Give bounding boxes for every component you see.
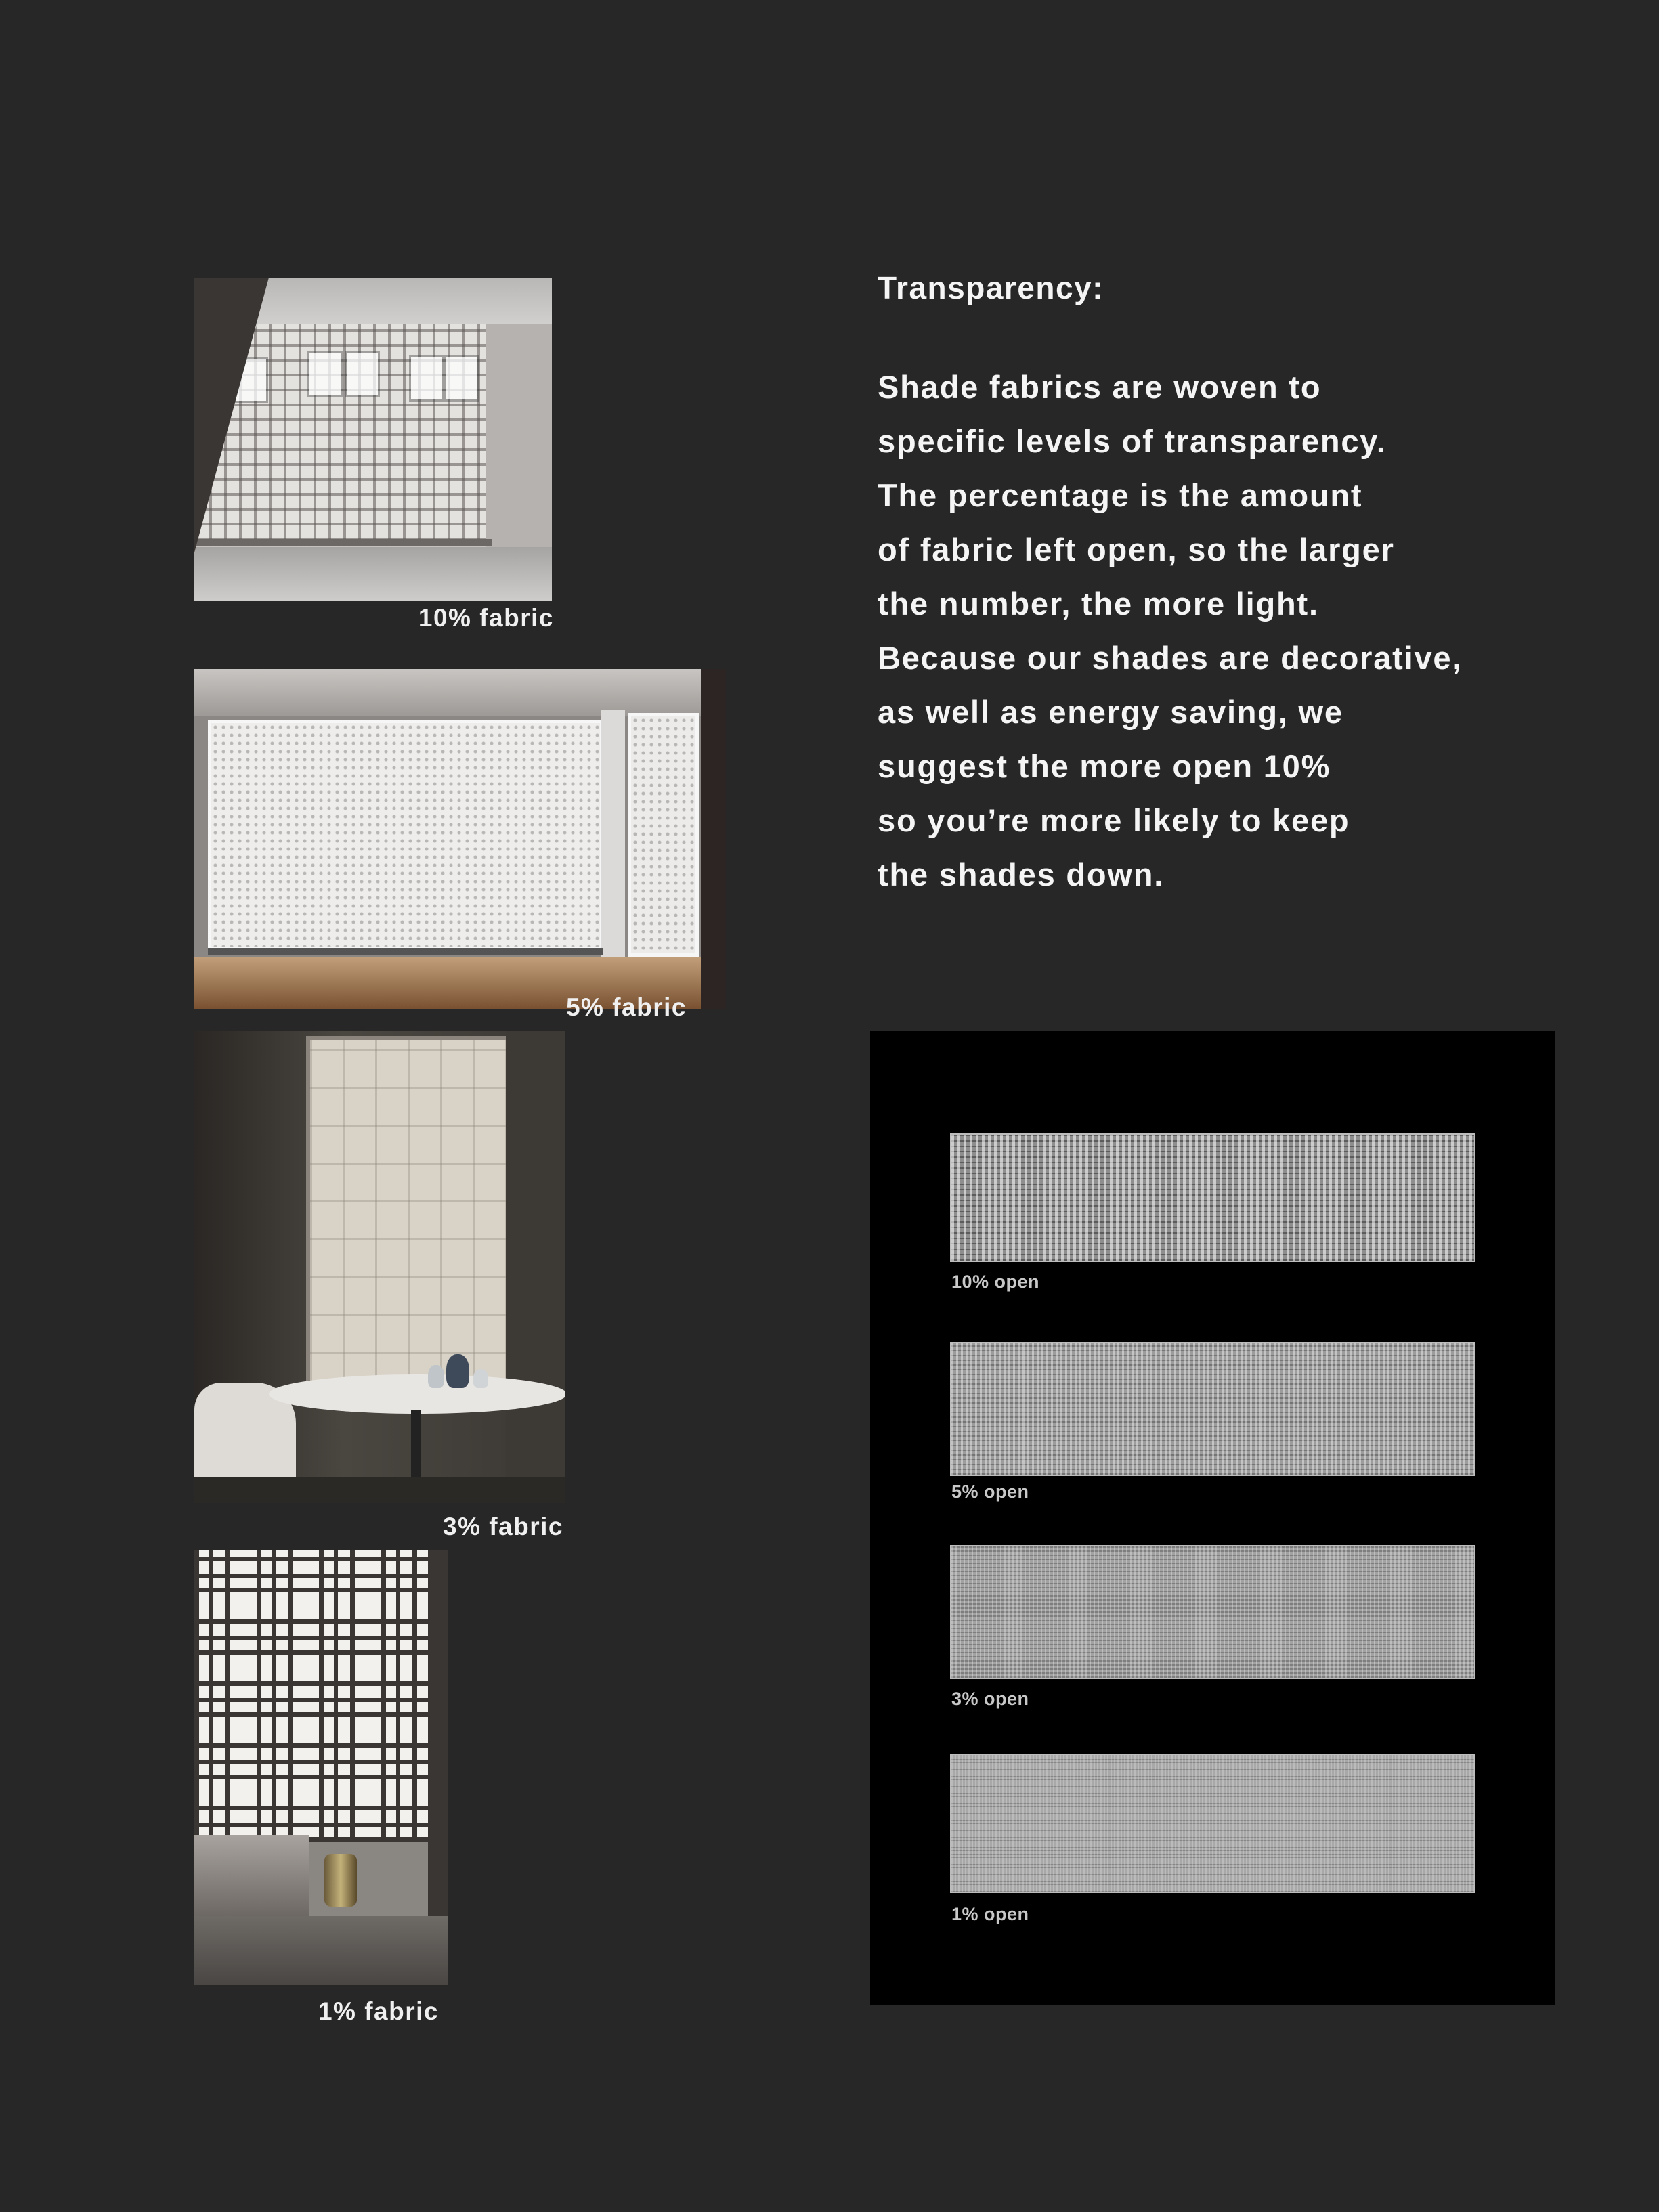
body-line: Shade fabrics are woven to (878, 369, 1322, 405)
photo-10-percent-fabric (194, 278, 552, 601)
swatch-10-percent-open (950, 1133, 1475, 1262)
fabric-swatch-panel (870, 1031, 1555, 2005)
photo-1-percent-fabric (194, 1550, 448, 1985)
body-paragraph (878, 360, 1555, 902)
body-line: The percentage is the amount (878, 477, 1363, 513)
swatch-5-percent-open (950, 1342, 1475, 1476)
photo-5-percent-fabric (194, 669, 726, 1009)
swatch-3-percent-open (950, 1545, 1475, 1679)
swatch-label-5-percent: 5% open (951, 1481, 1029, 1502)
body-line: as well as energy saving, we (878, 694, 1343, 730)
caption-5-percent-fabric: 5% fabric (565, 993, 687, 1021)
body-line: so you’re more likely to keep (878, 802, 1350, 838)
body-line: of fabric left open, so the larger (878, 532, 1395, 567)
caption-3-percent-fabric: 3% fabric (442, 1513, 563, 1540)
swatch-label-1-percent: 1% open (951, 1904, 1029, 1924)
body-line: the shades down. (878, 856, 1165, 892)
caption-10-percent-fabric: 10% fabric (418, 604, 554, 632)
caption-1-percent-fabric: 1% fabric (318, 1997, 439, 2025)
section-heading: Transparency: (878, 270, 1104, 305)
body-line: specific levels of transparency. (878, 423, 1387, 459)
body-line: Because our shades are decorative, (878, 640, 1463, 676)
photo-3-percent-fabric (194, 1031, 565, 1503)
swatch-label-3-percent: 3% open (951, 1689, 1029, 1709)
body-line: the number, the more light. (878, 586, 1319, 622)
swatch-1-percent-open (950, 1754, 1475, 1893)
body-line: suggest the more open 10% (878, 748, 1331, 784)
swatch-label-10-percent: 10% open (951, 1272, 1040, 1292)
